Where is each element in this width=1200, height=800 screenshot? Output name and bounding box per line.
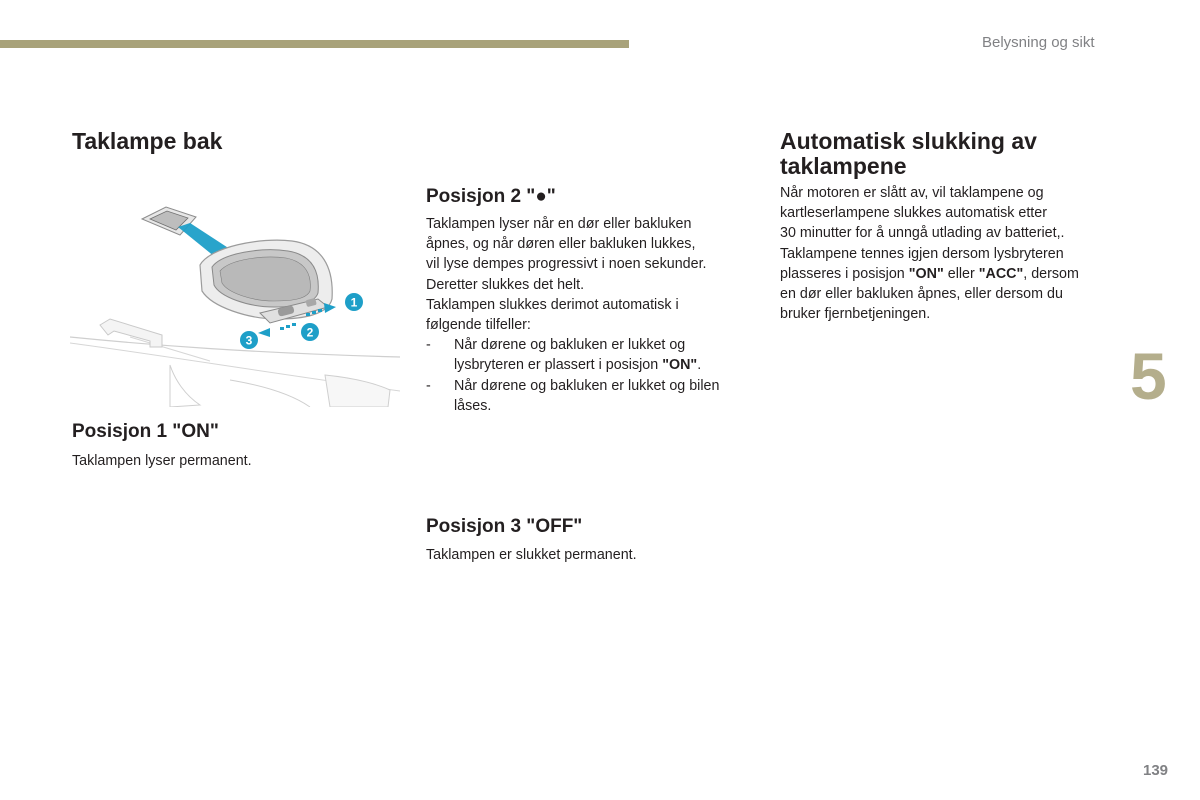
auto-off-line: en dør eller bakluken åpnes, eller dersom du bbox=[780, 286, 1063, 303]
position-3-heading: Posisjon 3 "OFF" bbox=[426, 516, 583, 537]
position-2-line: Deretter slukkes det helt. bbox=[426, 276, 585, 293]
left-column bbox=[72, 129, 222, 154]
position-2-line: Taklampen slukkes derimot automatisk i bbox=[426, 296, 679, 313]
callout-3 bbox=[240, 331, 258, 349]
auto-off-line: Når motoren er slått av, vil taklampene og bbox=[780, 185, 1044, 201]
svg-text:1: 1 bbox=[350, 295, 358, 310]
position-3-text: Taklampen er slukket permanent. bbox=[426, 547, 637, 563]
section-heading-taklampe-bak: Taklampe bak bbox=[72, 128, 223, 154]
svg-text:3: 3 bbox=[245, 333, 253, 348]
bullet-bold-text: "ON" bbox=[662, 357, 698, 374]
auto-off-line bbox=[780, 264, 1120, 284]
callout-2 bbox=[301, 323, 319, 341]
chapter-number: 5 bbox=[1130, 339, 1167, 413]
bullet-dash: - bbox=[426, 337, 431, 354]
position-2-line: åpnes, og når døren eller bakluken lukkes, bbox=[426, 236, 696, 253]
position-2-heading: Posisjon 2 "●" bbox=[426, 186, 556, 207]
position-3-block bbox=[426, 516, 756, 565]
auto-off-bold-text: "ACC" bbox=[978, 265, 1024, 282]
auto-off-line: 30 minutter for å unngå utlading av batteriet,. bbox=[780, 225, 1065, 242]
auto-off-line: kartleserlampene slukkes automatisk etter bbox=[780, 205, 1047, 222]
auto-off-block bbox=[780, 129, 1120, 324]
auto-off-heading-line2: taklampene bbox=[780, 153, 907, 179]
bullet-line: Når dørene og bakluken er lukket og bilen bbox=[454, 377, 720, 394]
bullet-line: låses. bbox=[454, 397, 492, 414]
header-bar bbox=[0, 40, 629, 48]
bullet-line: Når dørene og bakluken er lukket og bbox=[454, 337, 686, 354]
position-2-line: Taklampen lyser når en dør eller bakluken bbox=[426, 216, 692, 232]
auto-off-heading-line1: Automatisk slukking av bbox=[780, 128, 1037, 154]
bullet-line bbox=[454, 355, 701, 375]
bullet-text: . bbox=[697, 357, 702, 374]
auto-off-text: , dersom bbox=[1023, 265, 1079, 282]
auto-off-text: eller bbox=[943, 265, 979, 282]
auto-off-line: Taklampene tennes igjen dersom lysbryteren bbox=[780, 245, 1064, 262]
bullet-item bbox=[426, 376, 756, 416]
ceiling-lamp-illustration bbox=[70, 195, 400, 407]
position-2-block bbox=[426, 186, 756, 416]
position-1-heading: Posisjon 1 "ON" bbox=[72, 421, 219, 442]
auto-off-bold-text: "ON" bbox=[908, 265, 944, 282]
bullet-item bbox=[426, 335, 756, 375]
position-2-line: vil lyse dempes progressivt i noen sekunder. bbox=[426, 256, 707, 273]
auto-off-text: plasseres i posisjon bbox=[780, 265, 909, 282]
rear-lamp-icon bbox=[200, 240, 332, 323]
bullet-dash: - bbox=[426, 377, 431, 394]
position-1-block bbox=[72, 421, 402, 471]
page-number: 139 bbox=[1143, 762, 1169, 779]
position-2-line: følgende tilfeller: bbox=[426, 317, 531, 334]
bullet-text: lysbryteren er plassert i posisjon bbox=[454, 357, 663, 374]
svg-text:2: 2 bbox=[306, 325, 314, 340]
auto-off-line: bruker fjernbetjeningen. bbox=[780, 306, 931, 323]
section-title: Belysning og sikt bbox=[982, 34, 1095, 51]
position-1-text: Taklampen lyser permanent. bbox=[72, 453, 252, 469]
callout-1 bbox=[345, 293, 363, 311]
